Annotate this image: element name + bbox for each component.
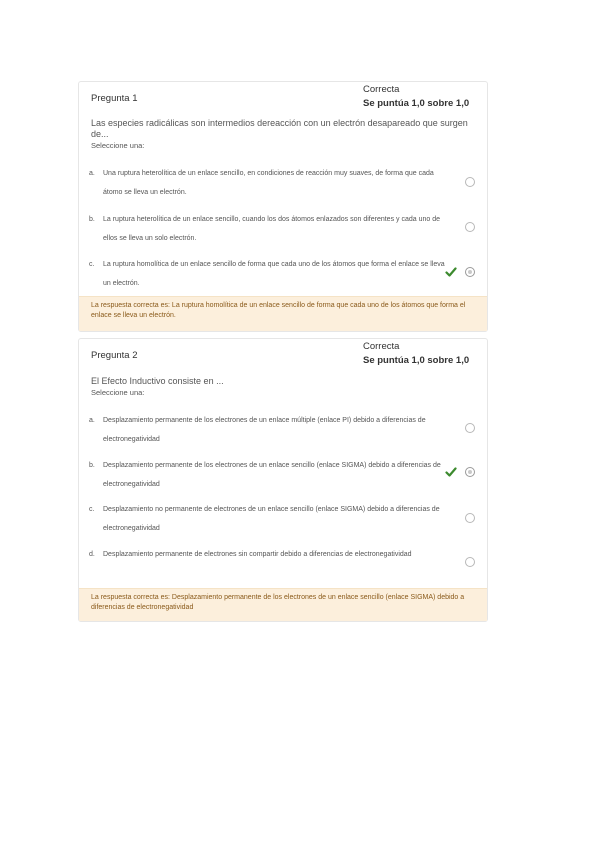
option-letter: b. [89, 462, 95, 469]
radio-option-c[interactable] [465, 513, 475, 523]
question-state: Correcta [363, 341, 400, 352]
question-text: El Efecto Inductivo consiste en ... [91, 376, 224, 386]
question-title: Pregunta 2 [91, 350, 138, 361]
option-letter: a. [89, 170, 95, 177]
check-icon [445, 466, 457, 478]
question-card-1 [78, 81, 488, 332]
radio-option-d[interactable] [465, 557, 475, 567]
option-text: Desplazamiento permanente de los electrones de un enlace múltiple (enlace PI) debido a diferencias de electronegatividad [103, 417, 426, 443]
radio-option-a[interactable] [465, 423, 475, 433]
question-state: Correcta [363, 84, 400, 95]
option-letter: c. [89, 506, 95, 513]
option-letter: d. [89, 551, 95, 558]
option-letter: a. [89, 417, 95, 424]
option-text: Desplazamiento permanente de los electrones de un enlace sencillo (enlace SIGMA) debido a diferencias de electronegatividad [103, 462, 441, 488]
option-text: Desplazamiento no permanente de electrones de un enlace sencillo (enlace SIGMA) debido a diferencias de electronegatividad [103, 506, 440, 532]
option-text: La ruptura homolítica de un enlace sencillo de forma que cada uno de los átomos que forma el enlace se lleva un electrón. [103, 261, 445, 287]
correct-answer-feedback: La respuesta correcta es: La ruptura homolítica de un enlace sencillo de forma que cada uno de los átomos que forma el enlace se lleva un electrón. [79, 296, 487, 331]
radio-option-b[interactable] [465, 467, 475, 477]
question-text: Las especies radicálicas son intermedios dereacción con un electrón desapareado que surgen de... [91, 118, 468, 139]
question-title: Pregunta 1 [91, 93, 138, 104]
check-icon [445, 266, 457, 278]
radio-option-a[interactable] [465, 177, 475, 187]
option-letter: b. [89, 216, 95, 223]
correct-answer-feedback: La respuesta correcta es: Desplazamiento permanente de los electrones de un enlace sencillo (enlace SIGMA) debido a diferencias de electronegatividad [79, 588, 487, 621]
option-letter: c. [89, 261, 95, 268]
question-grade: Se puntúa 1,0 sobre 1,0 [363, 98, 470, 109]
radio-option-c[interactable] [465, 267, 475, 277]
question-card-2 [78, 338, 488, 622]
option-text: La ruptura heterolítica de un enlace sencillo, cuando los dos átomos enlazados son diferentes y cada uno de ellos se lleva un solo electrón. [103, 216, 440, 242]
question-grade: Se puntúa 1,0 sobre 1,0 [363, 355, 470, 366]
radio-option-b[interactable] [465, 222, 475, 232]
answer-prompt: Seleccione una: [91, 388, 145, 397]
option-text: Desplazamiento permanente de electrones sin compartir debido a diferencias de electronegatividad [103, 551, 412, 558]
answer-prompt: Seleccione una: [91, 141, 145, 150]
option-text: Una ruptura heterolítica de un enlace sencillo, en condiciones de reacción muy suaves, de forma que cada átomo se lleva un electrón. [103, 170, 434, 196]
